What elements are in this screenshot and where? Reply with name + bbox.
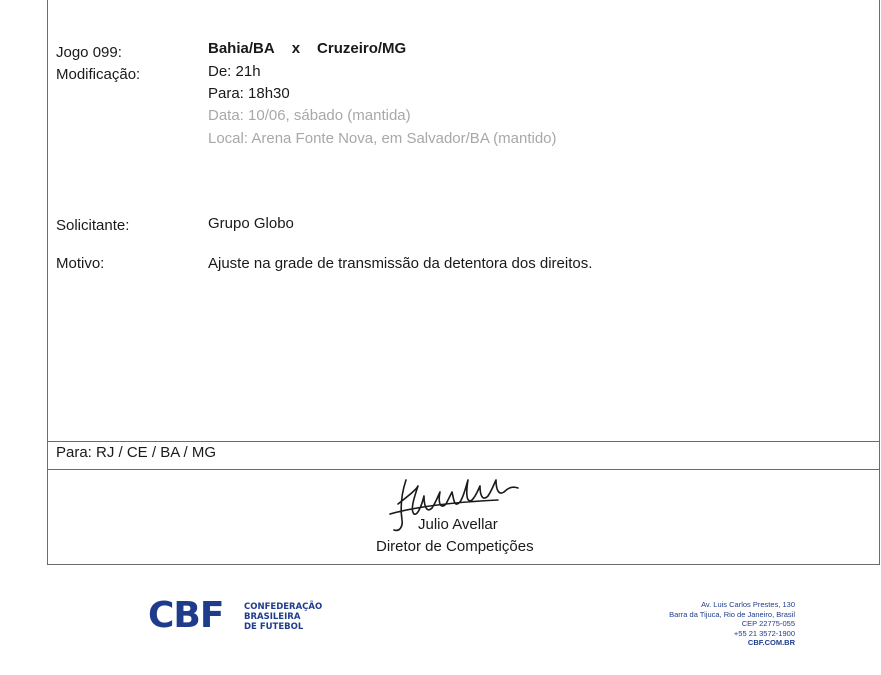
cbf-org-name	[244, 602, 322, 632]
home-team: Bahia/BA	[208, 40, 275, 57]
address-line: +55 21 3572-1900	[733, 628, 795, 638]
reason-value: Ajuste na grade de transmissão da detentora dos direitos.	[208, 255, 593, 272]
org-name-line: CONFEDERAÇÃO	[244, 602, 323, 612]
signatory-name: Julio Avellar	[418, 516, 498, 533]
game-label: Jogo 099:	[56, 44, 122, 61]
cbf-logo: CBF	[148, 595, 224, 636]
away-team: Cruzeiro/MG	[317, 40, 407, 57]
modification-from: De: 21h	[208, 63, 261, 80]
address-line: CEP 22775-055	[741, 619, 795, 628]
reason-label: Motivo:	[56, 255, 105, 272]
website-link[interactable]: CBF.COM.BR	[747, 638, 795, 647]
versus-mark: x	[291, 40, 301, 57]
modification-label: Modificação:	[56, 66, 141, 83]
requester-label: Solicitante:	[56, 217, 130, 234]
requester-value: Grupo Globo	[208, 215, 294, 232]
divider-recipients-bottom	[47, 469, 880, 470]
modification-date: Data: 10/06, sábado (mantida)	[208, 107, 411, 124]
signatory-role: Diretor de Competições	[376, 538, 534, 555]
cbf-address	[669, 600, 795, 648]
modification-venue: Local: Arena Fonte Nova, em Salvador/BA (mantido)	[208, 130, 557, 147]
org-name-line: BRASILEIRA	[244, 612, 301, 622]
modification-to: Para: 18h30	[208, 85, 290, 102]
game-matchup	[208, 38, 406, 60]
address-line: Barra da Tijuca, Rio de Janeiro, Brasil	[669, 609, 795, 619]
address-line: Av. Luis Carlos Prestes, 130	[701, 600, 795, 609]
org-name-line: DE FUTEBOL	[244, 622, 304, 632]
recipients: Para: RJ / CE / BA / MG	[56, 444, 217, 461]
